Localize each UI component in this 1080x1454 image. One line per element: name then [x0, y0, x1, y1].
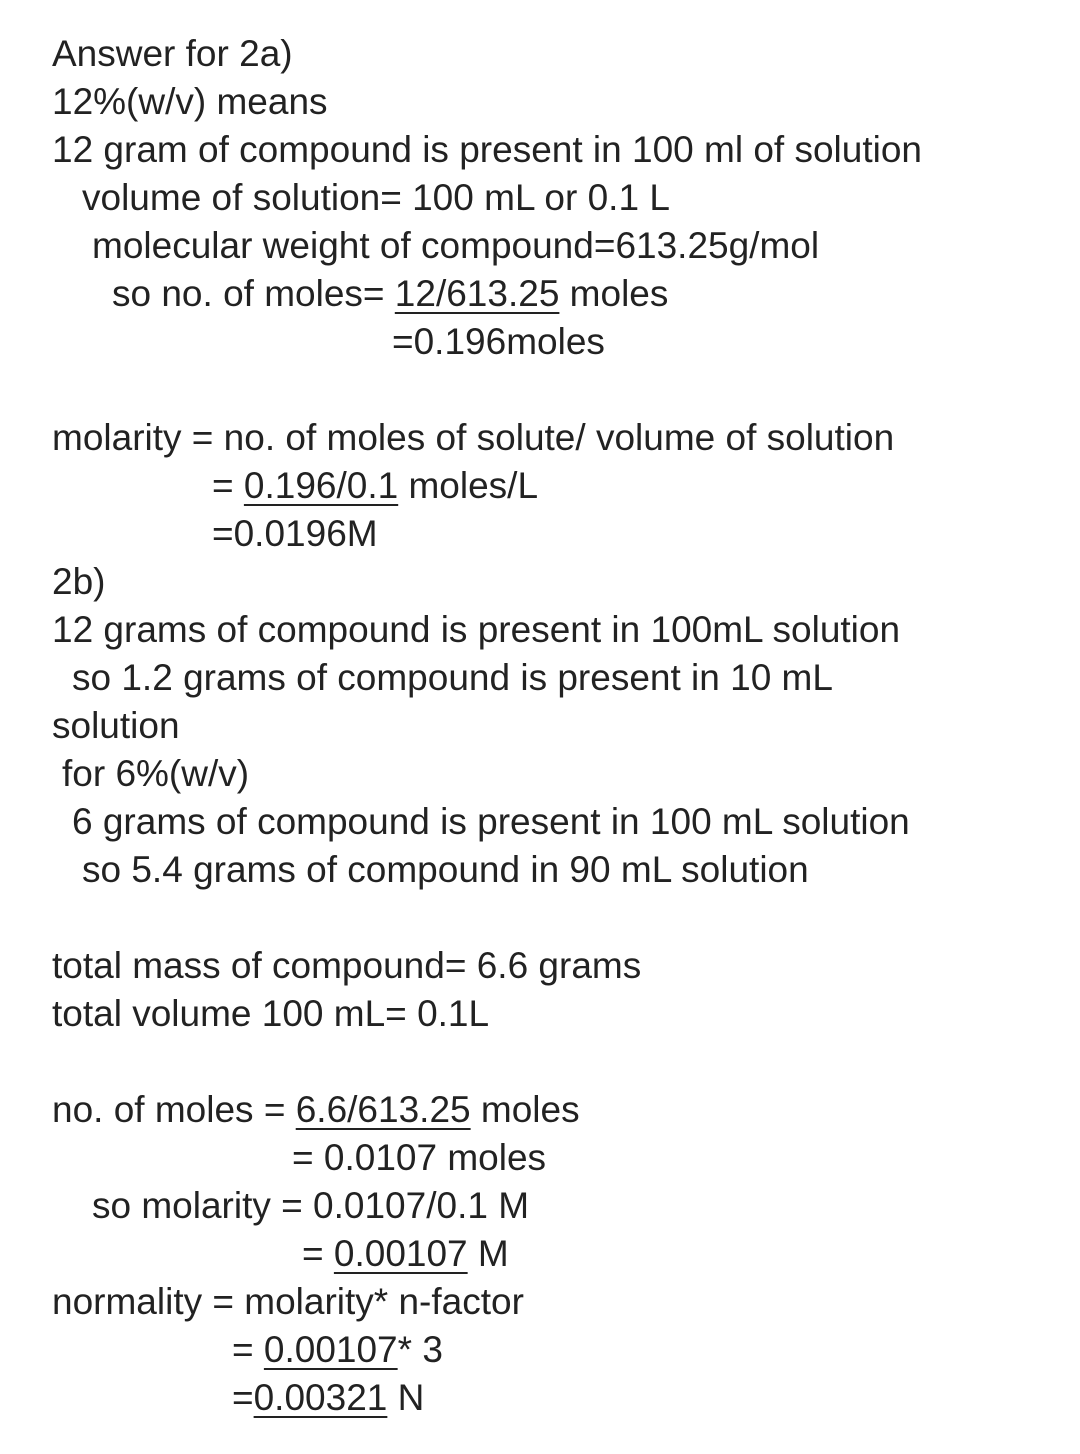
text-line: =0.196moles	[392, 321, 605, 362]
underlined-expression: 0.00107	[263, 1329, 398, 1370]
text-segment: moles	[470, 1089, 580, 1130]
text-line: so 1.2 grams of compound is present in 10 mL	[72, 657, 833, 698]
text-segment: moles/L	[398, 465, 539, 506]
text-line: for 6%(w/v)	[62, 753, 250, 794]
text-line: molarity = no. of moles of solute/ volume of solution	[52, 417, 895, 458]
text-segment: no. of moles =	[52, 1089, 296, 1130]
text-segment: =	[212, 465, 244, 506]
text-segment: N	[387, 1377, 425, 1418]
text-line: so molarity = 0.0107/0.1 M	[92, 1185, 530, 1226]
heading-2b: 2b)	[52, 561, 106, 602]
text-segment: =	[232, 1377, 254, 1418]
text-segment: * 3	[397, 1329, 443, 1370]
text-segment: moles	[559, 273, 669, 314]
text-line: 12 grams of compound is present in 100mL solution	[52, 609, 901, 650]
underlined-expression: 0.196/0.1	[243, 465, 399, 506]
text-line	[232, 1374, 424, 1422]
text-line: total mass of compound= 6.6 grams	[52, 945, 642, 986]
underlined-expression: 0.00321	[253, 1377, 388, 1418]
text-line: molecular weight of compound=613.25g/mol	[92, 225, 820, 266]
text-line	[232, 1326, 443, 1374]
text-line	[112, 270, 668, 318]
text-segment: M	[467, 1233, 509, 1274]
text-line: 6 grams of compound is present in 100 mL solution	[72, 801, 910, 842]
text-line: solution	[52, 705, 180, 746]
text-line: so 5.4 grams of compound in 90 mL solution	[82, 849, 809, 890]
underlined-expression: 0.00107	[333, 1233, 468, 1274]
text-segment: so no. of moles=	[112, 273, 395, 314]
underlined-expression: 6.6/613.25	[295, 1089, 471, 1130]
text-line: = 0.0107 moles	[292, 1137, 547, 1178]
text-line: 12 gram of compound is present in 100 ml of solution	[52, 129, 922, 170]
text-line	[212, 462, 538, 510]
text-segment: =	[232, 1329, 264, 1370]
heading-answer-2a: Answer for 2a)	[52, 33, 293, 74]
text-line	[302, 1230, 509, 1278]
text-line: normality = molarity* n-factor	[52, 1281, 524, 1322]
text-line: 12%(w/v) means	[52, 81, 328, 122]
text-line	[52, 1086, 580, 1134]
text-line: volume of solution= 100 mL or 0.1 L	[82, 177, 670, 218]
text-segment: =	[302, 1233, 334, 1274]
text-line: =0.0196M	[212, 513, 378, 554]
underlined-expression: 12/613.25	[394, 273, 560, 314]
text-line: total volume 100 mL= 0.1L	[52, 993, 490, 1034]
